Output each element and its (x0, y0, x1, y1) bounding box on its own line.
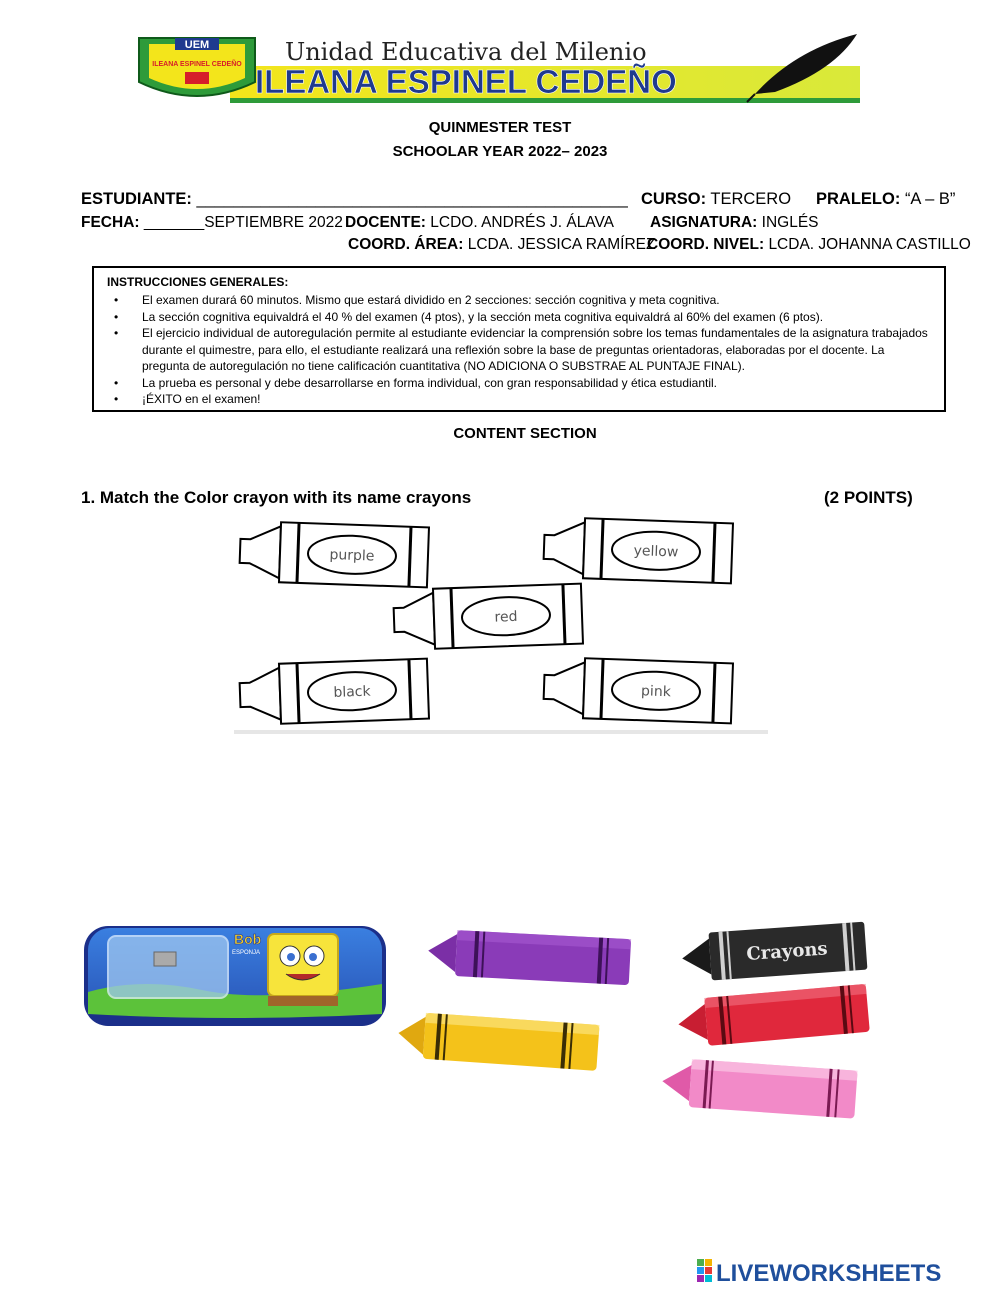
black-crayon-label: Crayons (745, 938, 829, 965)
question-1-text: 1. Match the Color crayon with its name crayons (81, 488, 472, 507)
instructions-box (92, 266, 946, 412)
colored-crayon-red[interactable] (676, 980, 872, 1050)
colored-crayon-yellow[interactable] (396, 1010, 602, 1076)
school-logo (139, 38, 255, 96)
curso-line (641, 190, 791, 209)
test-title: QUINMESTER TEST (428, 119, 572, 136)
pencil-case-sub: ESPONJA (232, 950, 261, 956)
docente-value: LCDO. ANDRÉS J. ÁLAVA (430, 214, 615, 231)
liveworksheets-watermark (697, 1256, 995, 1286)
docente-label: DOCENTE: (345, 214, 426, 231)
student-name-blank[interactable]: _______________________________________________ (196, 190, 628, 208)
fecha-line (81, 214, 343, 232)
outline-label-red: red (494, 608, 518, 626)
student-label: ESTUDIANTE: (81, 190, 192, 208)
logo-subtext: ILEANA ESPINEL CEDEÑO (152, 61, 242, 68)
paralelo-label: PRALELO: (816, 190, 901, 208)
pencil-case-image[interactable] (82, 922, 388, 1030)
colored-crayon-purple[interactable] (426, 926, 634, 990)
content-section-title: CONTENT SECTION (453, 425, 597, 442)
instruction-item: • El examen durará 60 minutos. Mismo que estará dividido en 2 secciones: sección cognitiva y meta cognitiva. (94, 292, 944, 309)
instruction-item: • El ejercicio individual de autoregulación permite al estudiante evidenciar la comprensión sobre los temas fundamentales de la asignatura trabajados durante el quimestre, para ello, el estudiante realizará una reflexión sobre la base de preguntas orientadoras, elaboradas por el docente. La pregunta de autoregulación no tiene calificación cuantitativa (NO ADICIONA O SUBSTRAE AL PUNTAJE FINAL). (94, 325, 944, 375)
outline-label-purple: purple (329, 546, 375, 565)
curso-label: CURSO: (641, 190, 707, 208)
instruction-item: • La prueba es personal y debe desarrollarse en forma individual, con gran responsabilidad y ética estudiantil. (94, 375, 944, 392)
instruction-item: • La sección cognitiva equivaldrá el 40 % del examen (4 ptos), y la sección meta cognitiva equivaldrá al 60% del examen (6 ptos). (94, 309, 944, 326)
fecha-value[interactable]: _______SEPTIEMBRE 2022 (143, 214, 343, 231)
coord-area-line (348, 236, 655, 254)
curso-value: TERCERO (710, 190, 792, 208)
watermark-text: LIVEWORKSHEETS (716, 1260, 942, 1286)
school-title: ILEANA ESPINEL CEDEÑO (255, 63, 677, 100)
logo-text: UEM (184, 39, 210, 51)
coord-nivel-label: COORD. NIVEL: (647, 236, 765, 253)
paralelo-value: “A – B” (904, 190, 956, 208)
school-name: Unidad Educativa del Milenio (285, 38, 647, 66)
docente-line (345, 214, 614, 232)
coord-area-label: COORD. ÁREA: (348, 236, 464, 253)
liveworksheets-logo-icon (697, 1259, 712, 1282)
question-1-points: (2 POINTS) (824, 488, 913, 507)
colored-crayon-pink[interactable] (660, 1056, 860, 1124)
school-year: SCHOOLAR YEAR 2022– 2023 (392, 143, 608, 160)
instructions-list (94, 292, 944, 408)
pencil-case-brand: Bob (234, 931, 262, 947)
outline-label-black: black (333, 683, 371, 701)
student-line (81, 190, 628, 209)
instructions-title: INSTRUCCIONES GENERALES: (107, 275, 289, 289)
crayon-outline-figure (234, 512, 768, 734)
sponge-character-icon (268, 934, 338, 1006)
outline-label-pink: pink (640, 683, 672, 701)
colored-crayon-black[interactable] (680, 920, 870, 984)
asignatura-line (650, 214, 819, 232)
fecha-label: FECHA: (81, 214, 140, 231)
asignatura-value: INGLÉS (761, 214, 819, 231)
coord-nivel-value: LCDA. JOHANNA CASTILLO (768, 236, 971, 253)
paralelo-line (816, 190, 955, 209)
outline-label-yellow: yellow (633, 542, 679, 561)
asignatura-label: ASIGNATURA: (650, 214, 758, 231)
coord-nivel-line (647, 236, 971, 254)
coord-area-value: LCDA. JESSICA RAMÍREZ (467, 236, 656, 253)
instruction-item: • ¡ÉXITO en el examen! (94, 391, 944, 408)
school-header-banner (135, 30, 863, 106)
